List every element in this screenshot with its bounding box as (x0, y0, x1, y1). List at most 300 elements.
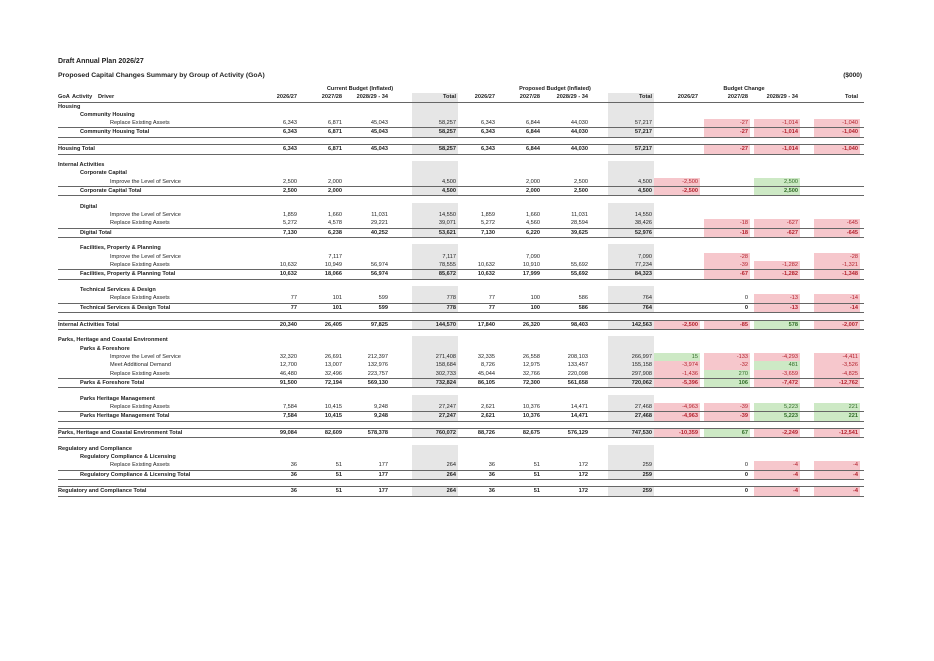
value-cell: 11,031 (571, 212, 588, 219)
goa-total-label: Regulatory and Compliance Total (58, 488, 147, 495)
value-cell: 53,621 (438, 229, 456, 236)
change-cell: 0 (744, 471, 748, 478)
value-cell: 26,405 (324, 321, 342, 328)
activity-label: Regulatory Compliance & Licensing (80, 454, 176, 461)
value-cell: 6,343 (283, 120, 297, 127)
value-cell: 77 (488, 304, 495, 311)
value-cell: 86,105 (477, 379, 495, 386)
value-cell: 7,090 (638, 253, 652, 260)
value-cell: 101 (332, 295, 342, 302)
value-cell: 2,621 (481, 403, 495, 410)
activity-heading-row (58, 169, 864, 177)
activity-heading-row (58, 345, 864, 353)
change-cell: -14 (814, 294, 860, 302)
change-cell: 578 (754, 321, 800, 329)
change-cell: -7,472 (754, 379, 800, 387)
activity-total-label: Community Housing Total (80, 129, 150, 136)
change-cell: 15 (654, 353, 700, 361)
value-cell: 155,158 (631, 362, 652, 369)
activity-heading-row (58, 453, 864, 461)
value-cell: 98,403 (570, 321, 588, 328)
col-driver: Driver (98, 94, 115, 101)
change-cell: -1,040 (814, 119, 860, 127)
driver-label: Replace Existing Assets (110, 403, 170, 410)
driver-row (58, 403, 864, 411)
value-cell: 6,871 (328, 146, 342, 153)
value-cell: 32,320 (279, 353, 297, 360)
change-cell: -2,500 (654, 187, 700, 195)
value-cell: 2,500 (283, 178, 297, 185)
value-cell: 39,071 (438, 220, 456, 227)
change-cell: -1,014 (754, 119, 800, 127)
change-cell: -39 (704, 403, 750, 411)
value-cell: 10,415 (324, 403, 342, 410)
value-cell: 10,910 (522, 262, 540, 269)
change-cell: -27 (704, 145, 750, 153)
units-label: ($000) (843, 72, 862, 79)
change-cell: -1,282 (754, 270, 800, 278)
change-cell: -1,014 (754, 145, 800, 153)
value-cell: 45,043 (370, 120, 388, 127)
value-cell: 2,000 (328, 178, 342, 185)
value-cell: 57,217 (634, 129, 652, 136)
value-cell: 576,129 (567, 430, 588, 436)
driver-label: Replace Existing Assets (110, 220, 170, 227)
goa-label: Regulatory and Compliance (58, 445, 132, 452)
change-cell: -4,963 (654, 412, 700, 420)
value-cell: 84,323 (634, 271, 652, 278)
value-cell: 6,844 (526, 129, 540, 136)
value-cell: 36 (290, 462, 297, 469)
value-cell: 10,949 (324, 262, 342, 269)
change-cell: 221 (814, 403, 860, 411)
activity-total-label: Parks & Foreshore Total (80, 379, 145, 386)
value-cell: 77 (290, 295, 297, 302)
activity-total-label: Facilities, Property & Planning Total (80, 271, 176, 278)
change-cell: -13 (754, 294, 800, 302)
value-cell: 77,234 (634, 262, 652, 269)
value-cell: 778 (446, 295, 456, 302)
value-cell: 14,550 (438, 212, 456, 219)
change-cell: -10,359 (654, 429, 700, 437)
total-column-band (412, 286, 458, 294)
group-current-budget: Current Budget (Inflated) (326, 86, 394, 92)
value-cell: 56,974 (370, 262, 388, 269)
value-cell: 38,426 (634, 220, 652, 227)
value-cell: 10,632 (279, 271, 297, 278)
value-cell: 7,117 (442, 253, 456, 260)
activity-total-row (58, 303, 864, 313)
value-cell: 720,062 (631, 379, 652, 386)
value-cell: 158,684 (435, 362, 456, 369)
driver-row (58, 178, 864, 186)
value-cell: 51 (533, 488, 540, 495)
activity-label: Parks Heritage Management (80, 395, 155, 402)
value-cell: 32,496 (324, 370, 342, 377)
column-header-year: Total (639, 94, 652, 101)
value-cell: 4,560 (526, 220, 540, 227)
column-header-year: 2028/29 - 34 (356, 94, 388, 101)
capital-summary-table (58, 85, 864, 497)
group-budget-change: Budget Change (723, 86, 765, 92)
value-cell: 1,859 (481, 212, 495, 219)
change-cell: -85 (704, 321, 750, 329)
change-cell: -1,436 (654, 370, 700, 378)
driver-label: Meet Additional Demand (110, 362, 171, 369)
activity-heading-row (58, 395, 864, 403)
change-cell: -28 (704, 253, 750, 261)
change-cell: -4 (814, 471, 860, 479)
change-cell: -27 (704, 119, 750, 127)
change-cell: -1,040 (814, 145, 860, 153)
driver-label: Replace Existing Assets (110, 295, 170, 302)
value-cell: 5,272 (481, 220, 495, 227)
goa-total-row (58, 428, 864, 438)
value-cell: 78,555 (438, 262, 456, 269)
value-cell: 223,757 (367, 370, 388, 377)
column-header-year: 2027/28 (321, 94, 342, 101)
value-cell: 259 (642, 471, 652, 478)
value-cell: 20,340 (279, 321, 297, 328)
value-cell: 57,217 (634, 146, 652, 153)
value-cell: 266,997 (631, 353, 652, 360)
change-cell: -5,396 (654, 379, 700, 387)
change-cell: -4,411 (814, 353, 860, 361)
activity-heading-row (58, 111, 864, 119)
value-cell: 14,471 (570, 413, 588, 420)
value-cell: 264 (446, 488, 456, 495)
goa-heading-row (58, 336, 864, 344)
value-cell: 144,570 (435, 321, 456, 328)
value-cell: 208,103 (567, 353, 588, 360)
value-cell: 778 (446, 304, 456, 311)
value-cell: 177 (378, 488, 388, 495)
value-cell: 44,030 (570, 146, 588, 153)
value-cell: 302,733 (435, 370, 456, 377)
goa-total-label: Parks, Heritage and Coastal Environment Total (58, 430, 183, 436)
change-cell: -27 (704, 128, 750, 136)
total-column-band (608, 286, 654, 294)
total-column-band (412, 453, 458, 461)
value-cell: 599 (378, 304, 388, 311)
value-cell: 82,609 (324, 430, 342, 436)
change-cell: -12,541 (814, 429, 860, 437)
driver-row (58, 211, 864, 219)
value-cell: 40,252 (370, 229, 388, 236)
value-cell: 732,824 (435, 379, 456, 386)
value-cell: 2,000 (526, 178, 540, 185)
document-title: Draft Annual Plan 2026/27 (58, 58, 144, 65)
change-cell: -3,659 (754, 370, 800, 378)
value-cell: 17,840 (477, 321, 495, 328)
total-column-band (412, 345, 458, 353)
value-cell: 4,500 (638, 187, 652, 194)
value-cell: 177 (378, 471, 388, 478)
value-cell: 91,500 (279, 379, 297, 386)
change-cell: -133 (704, 353, 750, 361)
total-column-band (608, 111, 654, 119)
value-cell: 569,130 (367, 379, 388, 386)
driver-label: Replace Existing Assets (110, 120, 170, 127)
value-cell: 36 (488, 462, 495, 469)
value-cell: 58,257 (438, 120, 456, 127)
change-cell: -1,014 (754, 128, 800, 136)
value-cell: 27,468 (634, 403, 652, 410)
column-header-row (58, 93, 864, 102)
value-cell: 6,343 (283, 129, 297, 136)
value-cell: 45,043 (370, 129, 388, 136)
value-cell: 172 (578, 488, 588, 495)
change-cell: -4 (814, 487, 860, 495)
value-cell: 18,066 (324, 271, 342, 278)
driver-label: Improve the Level of Service (110, 253, 181, 260)
total-column-band (608, 203, 654, 211)
value-cell: 7,584 (283, 403, 297, 410)
value-cell: 264 (446, 471, 456, 478)
change-cell: -18 (704, 229, 750, 237)
value-cell: 13,007 (324, 362, 342, 369)
activity-total-label: Regulatory Compliance & Licensing Total (80, 471, 191, 478)
driver-label: Improve the Level of Service (110, 353, 181, 360)
value-cell: 82,675 (522, 430, 540, 436)
activity-total-row (58, 186, 864, 196)
change-cell: 221 (814, 412, 860, 420)
value-cell: 2,500 (574, 178, 588, 185)
value-cell: 27,247 (438, 403, 456, 410)
change-cell: -4,963 (654, 403, 700, 411)
value-cell: 6,871 (328, 129, 342, 136)
value-cell: 10,632 (477, 262, 495, 269)
driver-label: Improve the Level of Service (110, 178, 181, 185)
value-cell: 2,000 (328, 187, 342, 194)
driver-label: Replace Existing Assets (110, 462, 170, 469)
change-cell: 481 (754, 361, 800, 369)
value-cell: 58,257 (438, 129, 456, 136)
value-cell: 6,343 (481, 146, 495, 153)
change-cell: -14 (814, 304, 860, 312)
activity-total-row (58, 269, 864, 279)
activity-total-label: Digital Total (80, 229, 112, 236)
value-cell: 17,999 (522, 271, 540, 278)
value-cell: 100 (530, 295, 540, 302)
value-cell: 51 (335, 488, 342, 495)
value-cell: 10,632 (279, 262, 297, 269)
value-cell: 45,044 (477, 370, 495, 377)
total-column-band (608, 453, 654, 461)
value-cell: 55,692 (570, 262, 588, 269)
value-cell: 32,335 (477, 353, 495, 360)
total-column-band (608, 445, 654, 453)
total-column-band (412, 111, 458, 119)
value-cell: 9,248 (374, 403, 388, 410)
driver-row (58, 294, 864, 302)
activity-label: Community Housing (80, 111, 135, 118)
value-cell: 4,578 (328, 220, 342, 227)
change-cell: -2,249 (754, 429, 800, 437)
value-cell: 220,098 (567, 370, 588, 377)
change-cell: -2,500 (654, 178, 700, 186)
value-cell: 56,974 (370, 271, 388, 278)
group-proposed-budget: Proposed Budget (Inflated) (519, 86, 591, 92)
value-cell: 1,660 (526, 212, 540, 219)
value-cell: 10,376 (522, 413, 540, 420)
activity-total-label: Corporate Capital Total (80, 187, 142, 194)
value-cell: 72,194 (324, 379, 342, 386)
value-cell: 259 (642, 462, 652, 469)
document-subtitle: Proposed Capital Changes Summary by Group of Activity (GoA) (58, 72, 265, 79)
change-cell: 2,500 (754, 178, 800, 186)
value-cell: 100 (530, 304, 540, 311)
change-cell: -3,974 (654, 361, 700, 369)
value-cell: 11,031 (371, 212, 388, 219)
activity-label: Digital (80, 203, 98, 210)
value-cell: 26,320 (522, 321, 540, 328)
value-cell: 85,672 (438, 271, 456, 278)
change-cell: -645 (814, 219, 860, 227)
change-cell: -13 (754, 304, 800, 312)
column-header-year: Total (443, 94, 456, 101)
value-cell: 14,471 (570, 403, 588, 410)
change-cell: -67 (704, 270, 750, 278)
activity-total-row (58, 228, 864, 238)
value-cell: 9,248 (374, 413, 388, 420)
change-cell: 270 (704, 370, 750, 378)
change-cell: -4,293 (754, 353, 800, 361)
total-column-band (608, 336, 654, 344)
column-header-year: 2028/29 - 34 (556, 94, 588, 101)
column-header-year: 2026/27 (276, 94, 297, 101)
value-cell: 586 (578, 304, 588, 311)
value-cell: 51 (335, 462, 342, 469)
value-cell: 8,726 (481, 362, 495, 369)
value-cell: 578,378 (367, 430, 388, 436)
value-cell: 77 (488, 295, 495, 302)
value-cell: 599 (378, 295, 388, 302)
value-cell: 172 (578, 462, 588, 469)
value-cell: 36 (488, 488, 495, 495)
driver-label: Replace Existing Assets (110, 262, 170, 269)
value-cell: 6,343 (283, 146, 297, 153)
change-cell: -4 (754, 461, 800, 469)
change-cell: -39 (704, 412, 750, 420)
col-goa: GoA (58, 94, 70, 101)
change-cell: -3,526 (814, 361, 860, 369)
activity-total-row (58, 378, 864, 388)
change-cell: 2,500 (754, 187, 800, 195)
value-cell: 10,415 (324, 413, 342, 420)
value-cell: 7,584 (283, 413, 297, 420)
driver-label: Replace Existing Assets (110, 370, 170, 377)
value-cell: 4,500 (442, 187, 456, 194)
total-column-band (412, 395, 458, 403)
value-cell: 26,691 (324, 353, 342, 360)
column-header-year: 2027/28 (727, 94, 748, 101)
driver-row (58, 261, 864, 269)
value-cell: 28,594 (570, 220, 588, 227)
change-cell: 0 (744, 304, 748, 311)
value-cell: 32,766 (522, 370, 540, 377)
goa-total-row (58, 486, 864, 496)
value-cell: 764 (642, 295, 652, 302)
change-cell: 0 (744, 462, 748, 469)
activity-label: Parks & Foreshore (80, 345, 130, 352)
change-cell: 0 (744, 488, 748, 495)
value-cell: 2,500 (283, 187, 297, 194)
activity-heading-row (58, 203, 864, 211)
value-cell: 7,090 (526, 253, 540, 260)
total-column-band (608, 103, 654, 111)
total-column-band (608, 161, 654, 169)
goa-total-row (58, 320, 864, 330)
goa-total-label: Housing Total (58, 146, 95, 153)
value-cell: 39,625 (570, 229, 588, 236)
change-cell: -2,500 (654, 321, 700, 329)
value-cell: 7,117 (328, 253, 342, 260)
value-cell: 101 (332, 304, 342, 311)
activity-heading-row (58, 244, 864, 252)
value-cell: 51 (533, 471, 540, 478)
driver-row (58, 361, 864, 369)
driver-row (58, 119, 864, 127)
column-header-year: 2028/29 - 34 (766, 94, 798, 101)
total-column-band (412, 336, 458, 344)
change-cell: -4 (814, 461, 860, 469)
value-cell: 55,692 (570, 271, 588, 278)
change-cell: -2,007 (814, 321, 860, 329)
column-header-year: 2026/27 (474, 94, 495, 101)
goa-heading-row (58, 445, 864, 453)
value-cell: 6,343 (481, 129, 495, 136)
value-cell: 747,530 (631, 430, 652, 436)
group-header-row (58, 85, 864, 93)
value-cell: 142,563 (631, 321, 652, 328)
value-cell: 72,300 (522, 379, 540, 386)
value-cell: 44,030 (570, 129, 588, 136)
value-cell: 77 (290, 304, 297, 311)
value-cell: 297,908 (631, 370, 652, 377)
total-column-band (412, 161, 458, 169)
value-cell: 271,408 (435, 353, 456, 360)
value-cell: 2,500 (574, 187, 588, 194)
goa-total-row (58, 144, 864, 154)
change-cell: -12,762 (814, 379, 860, 387)
change-cell: -627 (754, 229, 800, 237)
activity-total-label: Parks Heritage Management Total (80, 413, 170, 420)
goa-label: Parks, Heritage and Coastal Environment (58, 337, 168, 344)
goa-heading-row (58, 161, 864, 169)
change-cell: -1,348 (814, 270, 860, 278)
change-cell: 106 (704, 379, 750, 387)
total-column-band (412, 169, 458, 177)
goa-heading-row (58, 103, 864, 111)
activity-total-row (58, 127, 864, 137)
value-cell: 12,975 (522, 362, 540, 369)
total-column-band (608, 345, 654, 353)
value-cell: 1,660 (328, 212, 342, 219)
value-cell: 88,726 (477, 430, 495, 436)
change-cell: -4,825 (814, 370, 860, 378)
value-cell: 57,217 (634, 120, 652, 127)
value-cell: 29,221 (370, 220, 388, 227)
value-cell: 36 (488, 471, 495, 478)
value-cell: 132,976 (367, 362, 388, 369)
change-cell: -18 (704, 219, 750, 227)
change-cell: -4 (754, 471, 800, 479)
activity-total-row (58, 411, 864, 421)
value-cell: 561,658 (567, 379, 588, 386)
value-cell: 52,976 (634, 229, 652, 236)
value-cell: 45,043 (370, 146, 388, 153)
